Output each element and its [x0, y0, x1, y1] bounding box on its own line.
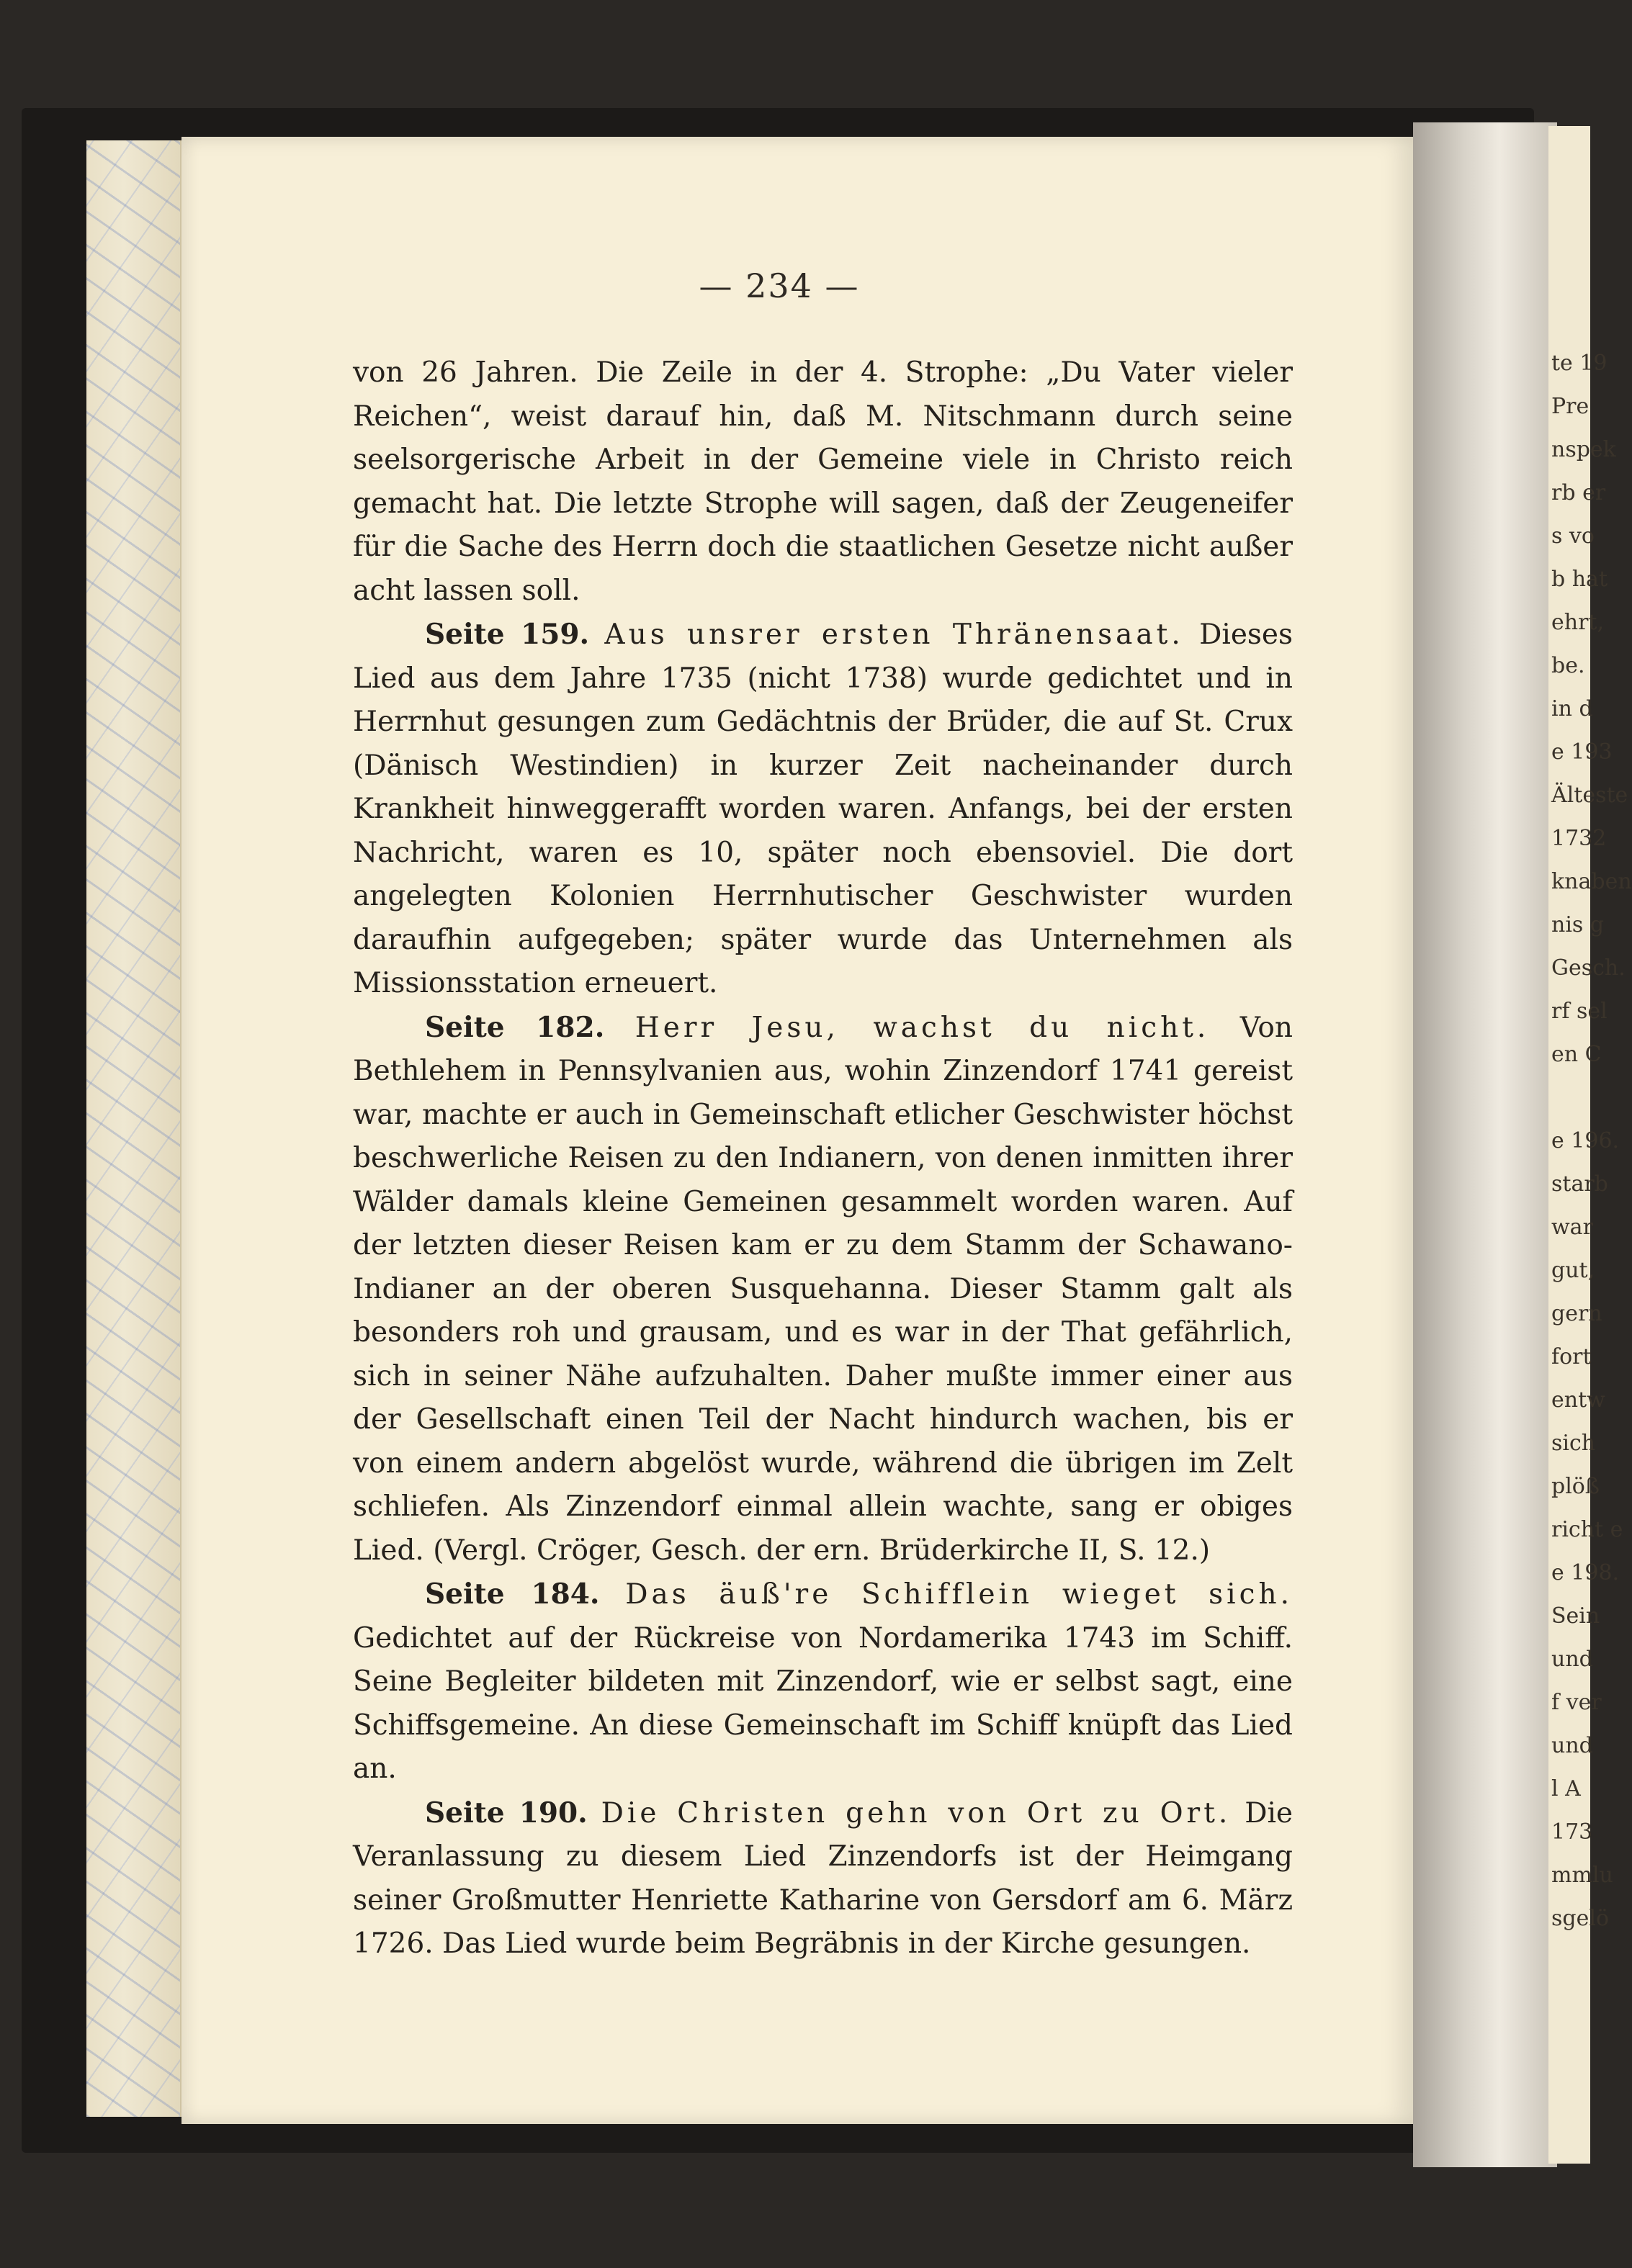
page-reference: Seite 184. — [425, 1578, 600, 1611]
paragraph — [353, 351, 1293, 613]
page-text — [353, 351, 1293, 1966]
paragraph — [353, 1006, 1293, 1573]
paragraph-body: von 26 Jahren. Die Zeile in der 4. Strophe: „Du Vater vieler Reichen“, weist darauf hin, daß M. Nitschmann durch seine seelsorgerische Arbeit in der Gemeine viele in Christo reich gemacht hat. Die letzte Strophe will sagen, daß der Zeugeneifer für die Sache des Herrn doch die staatlichen Gesetze nicht außer acht lassen soll. — [353, 356, 1293, 607]
page-reference: Seite 190. — [425, 1796, 588, 1830]
paragraph-body: Die Veranlassung zu diesem Lied Zinzendorfs ist der Heimgang seiner Großmutter Henriette Katharine von Gersdorf am 6. März 1726. Das Lied wurde beim Begräbnis in der Kirche gesungen. — [353, 1796, 1294, 1960]
paragraph — [353, 613, 1293, 1006]
hymn-title: Herr Jesu, wachst du nicht. — [635, 1011, 1210, 1044]
paragraph — [353, 1791, 1293, 1966]
paragraph-body: Von Bethlehem in Pennsylvanien aus, wohin Zinzendorf 1741 gereist war, machte er auch in Gemeinschaft etlicher Geschwister höchst beschwerliche Reisen zu den Indianern, von denen inmitten ihrer Wälder damals kleine Gemeinen gesammelt worden waren. Auf der letzten dieser Reisen kam er zu dem Stamm der Schawano-Indianer an der oberen Susquehanna. Dieser Stamm galt als besonders roh und grausam, und es war in der That gefährlich, sich in seiner Nähe aufzuhalten. Daher mußte immer einer aus der Gesellschaft einen Teil der Nacht hindurch wachen, bis er von einem andern abgelöst wurde, während die übrigen im Zelt schliefen. Als Zinzendorf einmal allein wachte, sang er obiges Lied. (Vergl. Cröger, Gesch. der ern. Brüderkirche II, S. 12.) — [353, 1011, 1293, 1567]
book-gutter — [1413, 122, 1557, 2167]
hymn-title: Die Christen gehn von Ort zu Ort. — [601, 1796, 1232, 1830]
paragraph — [353, 1572, 1293, 1791]
hymn-title: Aus unsrer ersten Thränensaat. — [604, 618, 1184, 651]
page-reference: Seite 159. — [425, 618, 590, 651]
page-reference: Seite 182. — [425, 1010, 605, 1044]
hymn-title: Das äuß're Schifflein wieget sich. — [625, 1578, 1294, 1611]
paragraph-body: Dieses Lied aus dem Jahre 1735 (nicht 1738) wurde gedichtet und in Herrnhut gesungen zum Gedächtnis der Brüder, die auf St. Crux (Dänisch Westindien) in kurzer Zeit nacheinander durch Krankheit hinweggerafft worden waren. Anfangs, bei der ersten Nachricht, waren es 10, später noch ebensoviel. Die dort angelegten Kolonien Herrnhutischer Geschwister wurden daraufhin aufgegeben; später wurde das Unternehmen als Missionsstation erneuert. — [353, 618, 1294, 999]
marbled-page-edge — [86, 140, 181, 2117]
paragraph-body: Gedichtet auf der Rückreise von Nordamerika 1743 im Schiff. Seine Begleiter bildeten mit Zinzendorf, wie er selbst sagt, eine Schiffsgemeine. An diese Gemeinschaft im Schiff knüpft das Lied an. — [353, 1621, 1293, 1785]
facing-page-fragments: te 19 Pre nspek rb er s vo b hat ehrt, be. in d e 193 Älteste 1732 knaben nis g Gesch. rf sel en C e 196. starb war gut, gern fort entw sich plöß richt e e 198. Sein und f ver und l A 173 mmlu sgelö — [1551, 351, 1632, 1931]
facing-page-edge — [1548, 126, 1632, 2164]
page-number: — 234 — — [699, 266, 860, 305]
